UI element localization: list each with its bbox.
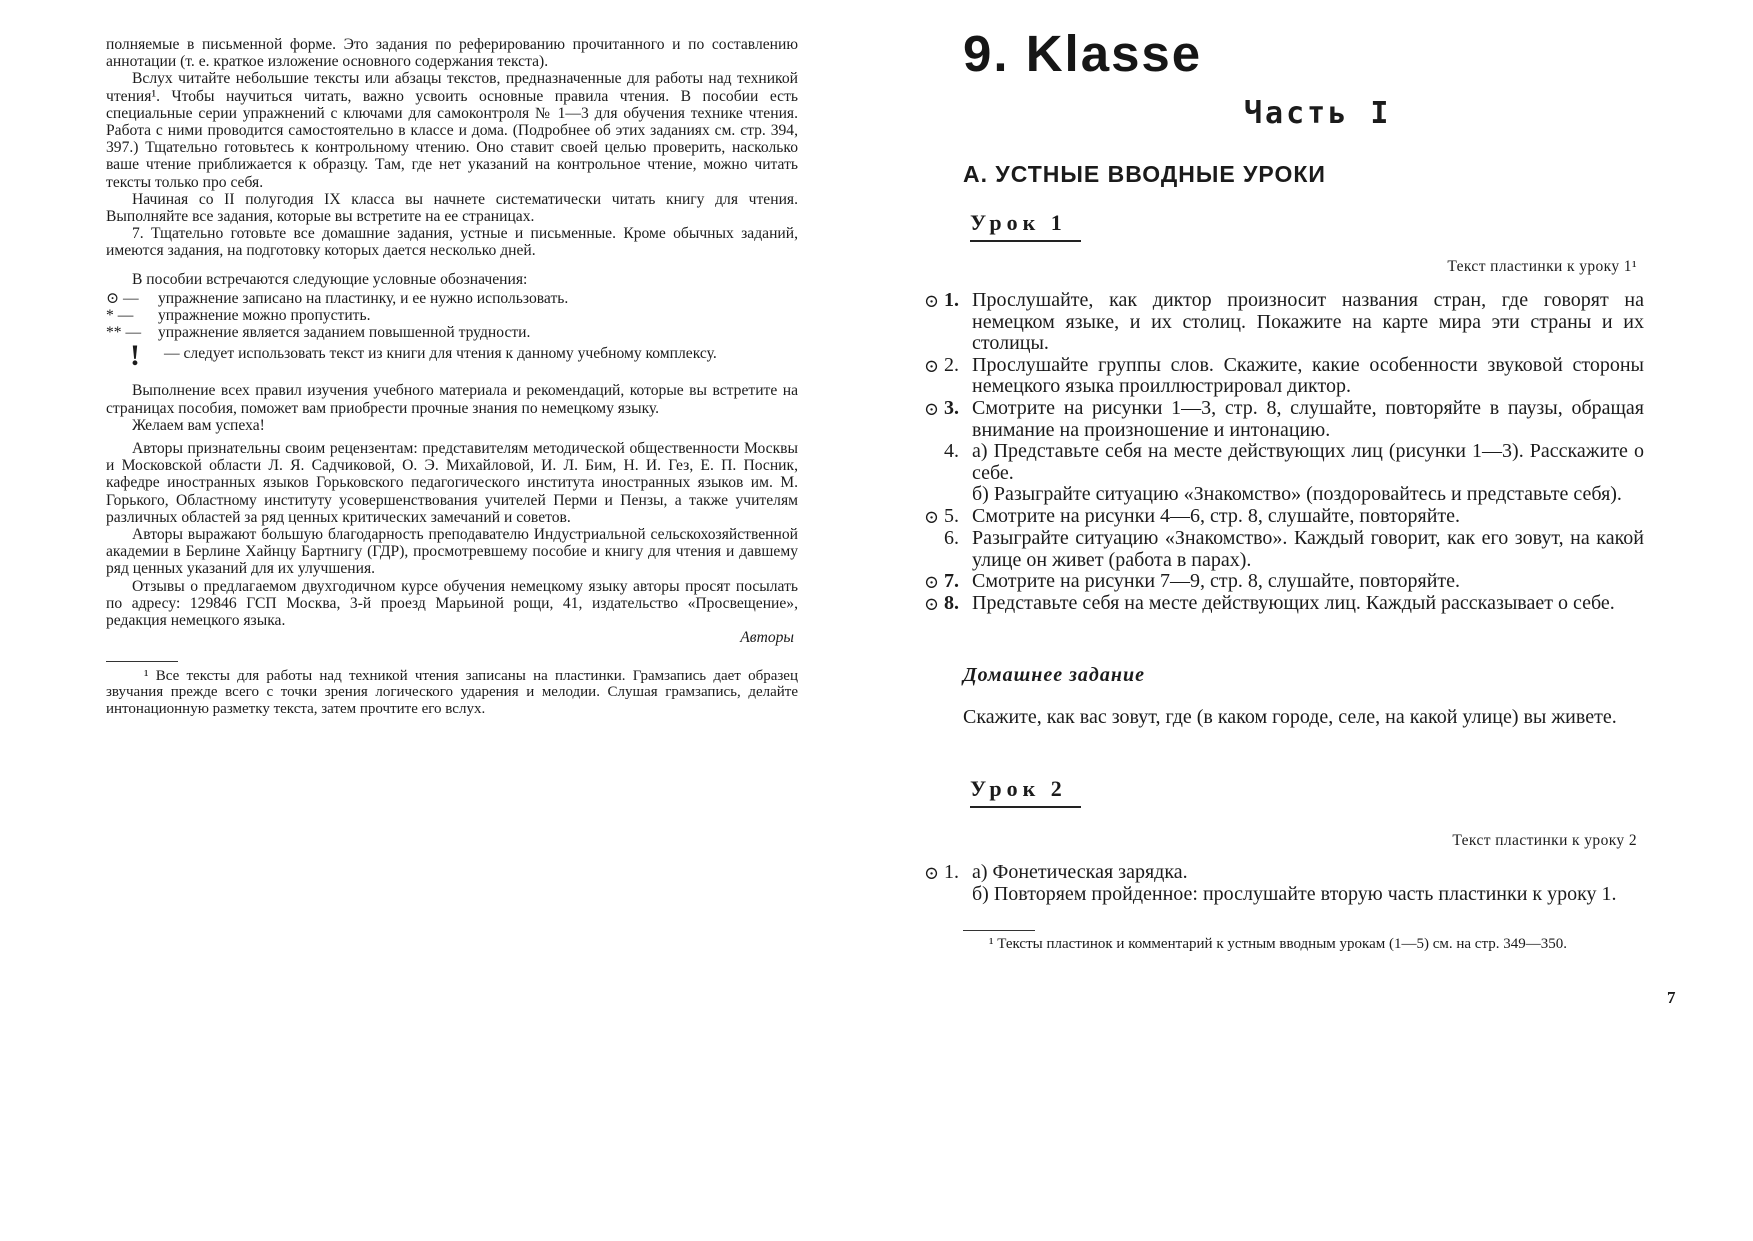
exercise-number: 7. bbox=[944, 570, 959, 593]
part-heading: Часть I bbox=[1244, 96, 1392, 131]
legend-intro: В пособии встречаются следующие условные обозначения: bbox=[132, 270, 528, 288]
exercise-text: б) Разыграйте ситуацию «Знакомство» (поздоровайтесь и представьте себя). bbox=[972, 483, 1622, 506]
exercise-text: Смотрите на рисунки 4—6, стр. 8, слушайте, повторяйте. bbox=[972, 504, 1461, 527]
section-heading: А. УСТНЫЕ ВВОДНЫЕ УРОКИ bbox=[963, 161, 1326, 187]
exercise-item bbox=[924, 571, 1644, 593]
exercise-item bbox=[924, 441, 1644, 506]
exclamation-icon: ! bbox=[130, 339, 140, 373]
paragraph: Выполнение всех правил изучения учебного материала и рекомендаций, которые вы встретите на страницах пособия, поможет вам приобрести прочные знания по немецкому языку. bbox=[106, 382, 798, 417]
exercise-text: а) Представьте себя на месте действующих лиц (рисунки 1—3). Расскажите о себе. bbox=[972, 440, 1644, 484]
homework-heading: Домашнее задание bbox=[963, 664, 1145, 686]
paragraph: Вслух читайте небольшие тексты или абзацы текстов, предназначенные для работы над техникой чтения¹. Чтобы научиться читать, важно усвоить основные правила чтения. В пособии есть специальные серии упражнений с ключами для самоконтроля № 1—3 для обучения технике чтения. Работа с ними проводится самостоятельно в классе и дома. (Подробнее об этих заданиях см. стр. 394, 397.) Тщательно готовьтесь к контрольному чтению. Оно ставит своей целью проверить, насколько ваше чтение приближается к образцу. Там, где нет указаний на контрольное чтение, можно читать тексты только про себя. bbox=[106, 70, 798, 191]
exercise-item bbox=[924, 528, 1644, 571]
exercise-text: б) Повторяем пройденное: прослушайте вторую часть пластинки к уроку 1. bbox=[972, 882, 1617, 905]
exercise-text: Представьте себя на месте действующих лиц. Каждый рассказывает о себе. bbox=[972, 592, 1615, 615]
record-icon: ⊙ bbox=[924, 594, 940, 615]
legend-text: упражнение записано на пластинку, и ее нужно использовать. bbox=[158, 289, 569, 307]
exercise-number: 4. bbox=[944, 440, 959, 463]
homework-text: Скажите, как вас зовут, где (в каком городе, селе, на какой улице) вы живете. bbox=[963, 706, 1617, 728]
left-text-column bbox=[106, 36, 798, 717]
exercise-text: Прослушайте, как диктор произносит названия стран, где говорят на немецком языке, и их столиц. Покажите на карте мира эти страны и их столицы. bbox=[972, 289, 1644, 355]
page-title: 9. Klasse bbox=[963, 25, 1203, 82]
legend-item bbox=[106, 324, 798, 341]
exercise-text: а) Фонетическая зарядка. bbox=[972, 861, 1188, 883]
exercise-item bbox=[924, 506, 1644, 528]
record-icon bbox=[924, 441, 944, 506]
paragraph: Авторы признательны своим рецензентам: представителям методической общественности Москвы и Московской области Л. Я. Садчиковой, О. Э. Михайловой, И. Л. Бим, Н. И. Гез, Е. П. Посник, кафедре иностранных языков Горьковского педагогического института иностранных языков им. М. Горького, Областному институту усовершенствования учителей Перми и Пензы, а также учителям различных областей за ряд ценных критических замечаний и советов. bbox=[106, 440, 798, 526]
paragraph: 7. Тщательно готовьте все домашние задания, устные и письменные. Кроме обычных заданий, имеются задания, на подготовку которых дается несколько дней. bbox=[106, 225, 798, 260]
paragraph: Начиная со II полугодия IX класса вы начнете систематически читать книгу для чтения. Выполняйте все задания, которые вы встретите на ее страницах. bbox=[106, 190, 798, 226]
record-icon: ⊙ bbox=[924, 398, 940, 419]
record-icon: ⊙ bbox=[924, 863, 940, 883]
page-number: 7 bbox=[1667, 988, 1676, 1007]
exercise-number: 8. bbox=[944, 592, 959, 615]
exercise-text: Смотрите на рисунки 7—9, стр. 8, слушайте, повторяйте. bbox=[972, 570, 1461, 593]
exercise-text: Смотрите на рисунки 1—3, стр. 8, слушайте, повторяйте в паузы, обращая внимание на произношение и интонацию. bbox=[972, 396, 1644, 441]
legend-text: упражнение можно пропустить. bbox=[158, 307, 371, 325]
exercise-item bbox=[924, 862, 1644, 905]
lesson-2-exercises bbox=[924, 862, 1644, 905]
footnote-rule bbox=[106, 661, 178, 662]
exercise-text: Прослушайте группы слов. Скажите, какие особенности звуковой стороны немецкого языка проиллюстрировал диктор. bbox=[972, 353, 1644, 398]
double-asterisk-icon: ** — bbox=[106, 324, 142, 342]
exercise-text: Разыграйте ситуацию «Знакомство». Каждый говорит, как его зовут, на какой улице он живет (работа в парах). bbox=[972, 526, 1644, 571]
lesson-2-heading: Урок 2 bbox=[970, 776, 1081, 808]
legend-text: — следует использовать текст из книги для чтения к данному учебному комплексу. bbox=[164, 345, 717, 363]
lesson-1-exercises bbox=[924, 290, 1644, 615]
exercise-item bbox=[924, 593, 1644, 615]
legend-text: упражнение является заданием повышенной трудности. bbox=[158, 324, 531, 342]
legend-item bbox=[106, 341, 798, 371]
paragraph: Отзывы о предлагаемом двухгодичном курсе обучения немецкому языку авторы просят посылать по адресу: 129846 ГСП Москва, 3-й проезд Марьиной рощи, 41, издательство «Просвещение», редакция немецкого языка. bbox=[106, 577, 798, 630]
legend bbox=[106, 290, 798, 372]
footnote: ¹ Тексты пластинок и комментарий к устным вводным урокам (1—5) см. на стр. 349—350. bbox=[989, 936, 1567, 952]
paragraph: Авторы выражают большую благодарность преподавателю Индустриальной сельскохозяйственной академии в Берлине Хайнцу Бартнигу (ГДР), просмотревшему пособие и книгу для чтения и давшему ряд ценных указаний для их улучшения. bbox=[106, 526, 798, 578]
record-icon bbox=[924, 528, 944, 571]
asterisk-icon: * — bbox=[106, 307, 134, 325]
exercise-item bbox=[924, 290, 1644, 355]
record-note-lesson-2: Текст пластинки к уроку 2 bbox=[1452, 832, 1637, 849]
record-icon: ⊙ bbox=[924, 291, 940, 311]
exercise-number: 2. bbox=[944, 353, 959, 376]
record-icon: ⊙ bbox=[924, 572, 940, 593]
exercise-number: 1. bbox=[944, 861, 959, 883]
exercise-number: 3. bbox=[944, 396, 959, 419]
exercise-number: 1. bbox=[944, 289, 959, 311]
lesson-1-heading: Урок 1 bbox=[970, 210, 1081, 242]
footnote: ¹ Все тексты для работы над техникой чтения записаны на пластинки. Грамзапись дает образец звучания прежде всего с точки зрения логического ударения и мелодии. Слушая грамзапись, делайте интонационную разметку текста, затем прочтите его вслух. bbox=[106, 667, 798, 717]
record-icon: ⊙ bbox=[924, 506, 940, 527]
legend-item bbox=[106, 290, 798, 307]
left-page bbox=[0, 0, 876, 1241]
exercise-number: 6. bbox=[944, 526, 959, 549]
paragraph: Желаем вам успеха! bbox=[132, 416, 265, 434]
exercise-item bbox=[924, 398, 1644, 441]
right-page bbox=[876, 0, 1753, 1241]
exercise-item bbox=[924, 355, 1644, 398]
authors-signature: Авторы bbox=[740, 629, 794, 647]
paragraph: полняемые в письменной форме. Это задания по реферированию прочитанного и по составлению аннотации (т. е. краткое изложение основного содержания текста). bbox=[106, 36, 798, 71]
exercise-number: 5. bbox=[944, 504, 959, 527]
record-icon: ⊙ bbox=[924, 355, 940, 376]
legend-item bbox=[106, 307, 798, 324]
footnote-rule bbox=[963, 930, 1035, 931]
record-note-lesson-1: Текст пластинки к уроку 1¹ bbox=[1447, 258, 1637, 275]
record-icon: ⊙ — bbox=[106, 289, 139, 307]
